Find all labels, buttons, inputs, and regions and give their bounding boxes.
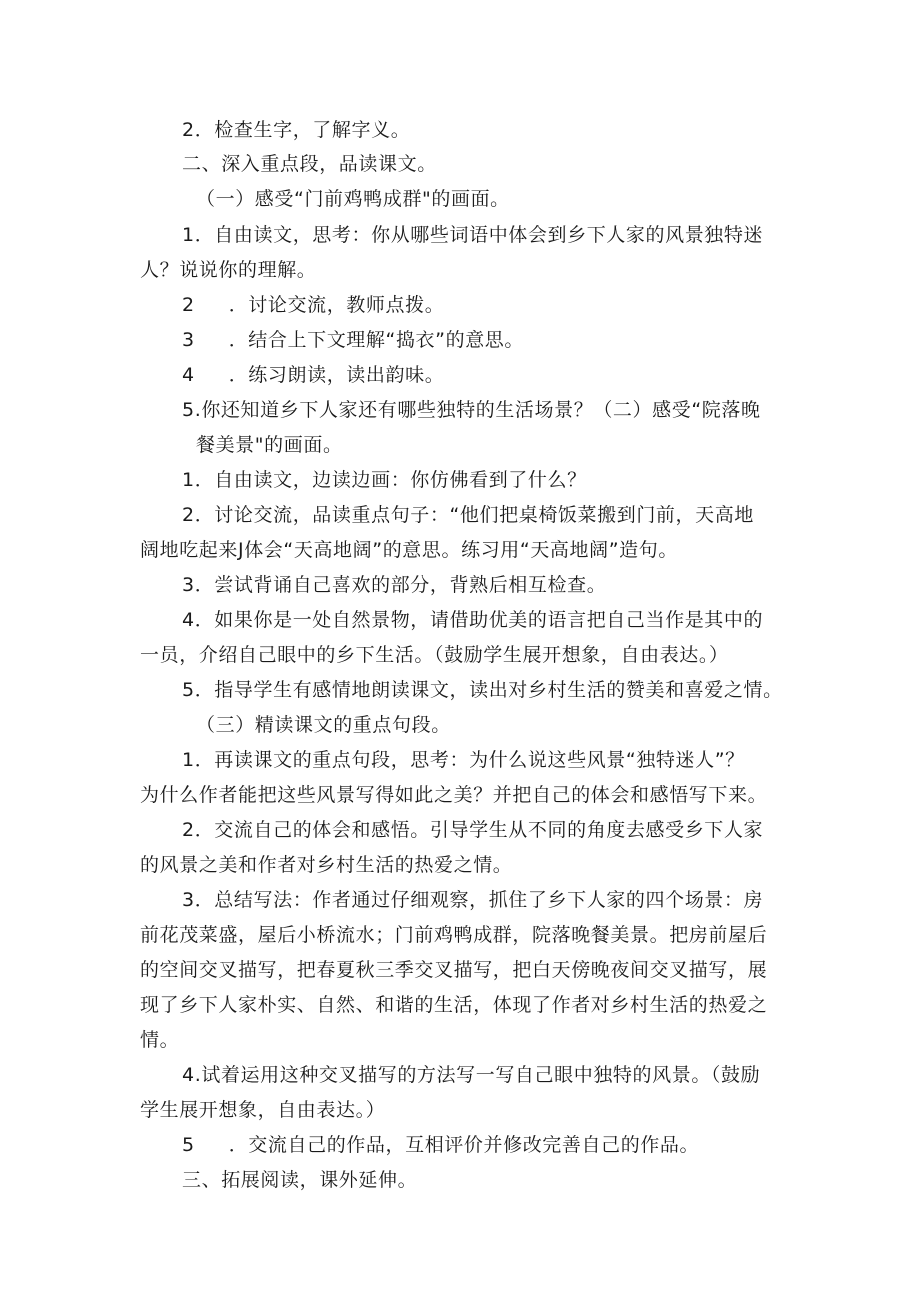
list-item bbox=[182, 1133, 699, 1157]
text-line: 2．交流自己的体会和感悟。引导学生从不同的角度去感受乡下人家 bbox=[182, 819, 764, 841]
text-line: 5.你还知道乡下人家还有哪些独特的生活场景？（二）感受“院落晚 bbox=[182, 399, 761, 421]
list-item-text: ．讨论交流，教师点拨。 bbox=[228, 294, 445, 316]
text-line: 的风景之美和作者对乡村生活的热爱之情。 bbox=[140, 854, 513, 876]
list-item bbox=[182, 293, 444, 317]
text-line: 餐美景"的画面。 bbox=[196, 434, 343, 456]
text-line: 1．再读课文的重点句段，思考：为什么说这些风景“独特迷人”？ bbox=[182, 749, 745, 771]
text-line: 1．自由读文，思考：你从哪些词语中体会到乡下人家的风景独特迷 bbox=[182, 224, 764, 246]
text-line: 的空间交叉描写，把春夏秋三季交叉描写，把白天傍晚夜间交叉描写，展 bbox=[140, 959, 768, 981]
section-heading: 二、深入重点段，品读课文。 bbox=[182, 153, 437, 175]
section-heading: 三、拓展阅读，课外延伸。 bbox=[182, 1169, 418, 1191]
subsection-heading: （三）精读课文的重点句段。 bbox=[196, 714, 451, 736]
text-line: 现了乡下人家朴实、自然、和谐的生活，体现了作者对乡村生活的热爱之 bbox=[140, 994, 768, 1016]
text-line: 人？说说你的理解。 bbox=[140, 259, 317, 281]
list-item bbox=[182, 363, 444, 387]
text-line: 2．检查生字，了解字义。 bbox=[182, 119, 411, 141]
text-line: 4．如果你是一处自然景物，请借助优美的语言把自己当作是其中的 bbox=[182, 609, 764, 631]
list-number: 4 bbox=[182, 364, 195, 386]
list-number: 3 bbox=[182, 329, 195, 351]
text-line: 一员，介绍自己眼中的乡下生活。（鼓励学生展开想象，自由表达。） bbox=[140, 644, 729, 666]
list-number: 5 bbox=[182, 1134, 195, 1156]
list-item-text: ．交流自己的作品，互相评价并修改完善自己的作品。 bbox=[228, 1134, 700, 1156]
text-line: 2．讨论交流，品读重点句子：“他们把桌椅饭菜搬到门前，天高地 bbox=[182, 504, 754, 526]
text-line: 1．自由读文，边读边画：你仿佛看到了什么？ bbox=[182, 469, 587, 491]
text-line: 3．总结写法：作者通过仔细观察，抓住了乡下人家的四个场景：房 bbox=[182, 889, 764, 911]
list-item-text: ．结合上下文理解“捣衣”的意思。 bbox=[228, 329, 524, 351]
text-line: 5．指导学生有感情地朗读课文，读出对乡村生活的赞美和喜爱之情。 bbox=[182, 679, 783, 701]
text-line: 前花茂菜盛，屋后小桥流水；门前鸡鸭成群，院落晚餐美景。把房前屋后 bbox=[140, 924, 768, 946]
text-line: 阔地吃起来J体会“天高地阔”的意思。练习用“天高地阔”造句。 bbox=[140, 539, 678, 561]
text-line: 为什么作者能把这些风景写得如此之美？并把自己的体会和感悟写下来。 bbox=[140, 784, 768, 806]
subsection-heading: （一）感受“门前鸡鸭成群"的画面。 bbox=[196, 188, 510, 210]
list-item-text: ．练习朗读，读出韵味。 bbox=[228, 364, 445, 386]
list-number: 2 bbox=[182, 294, 195, 316]
list-item bbox=[182, 328, 524, 352]
text-line: 4.试着运用这种交叉描写的方法写一写自己眼中独特的风景。（鼓励 bbox=[182, 1064, 761, 1086]
text-line: 3．尝试背诵自己喜欢的部分，背熟后相互检查。 bbox=[182, 574, 607, 596]
text-line: 学生展开想象，自由表达。） bbox=[140, 1099, 386, 1121]
text-line: 情。 bbox=[140, 1029, 180, 1051]
